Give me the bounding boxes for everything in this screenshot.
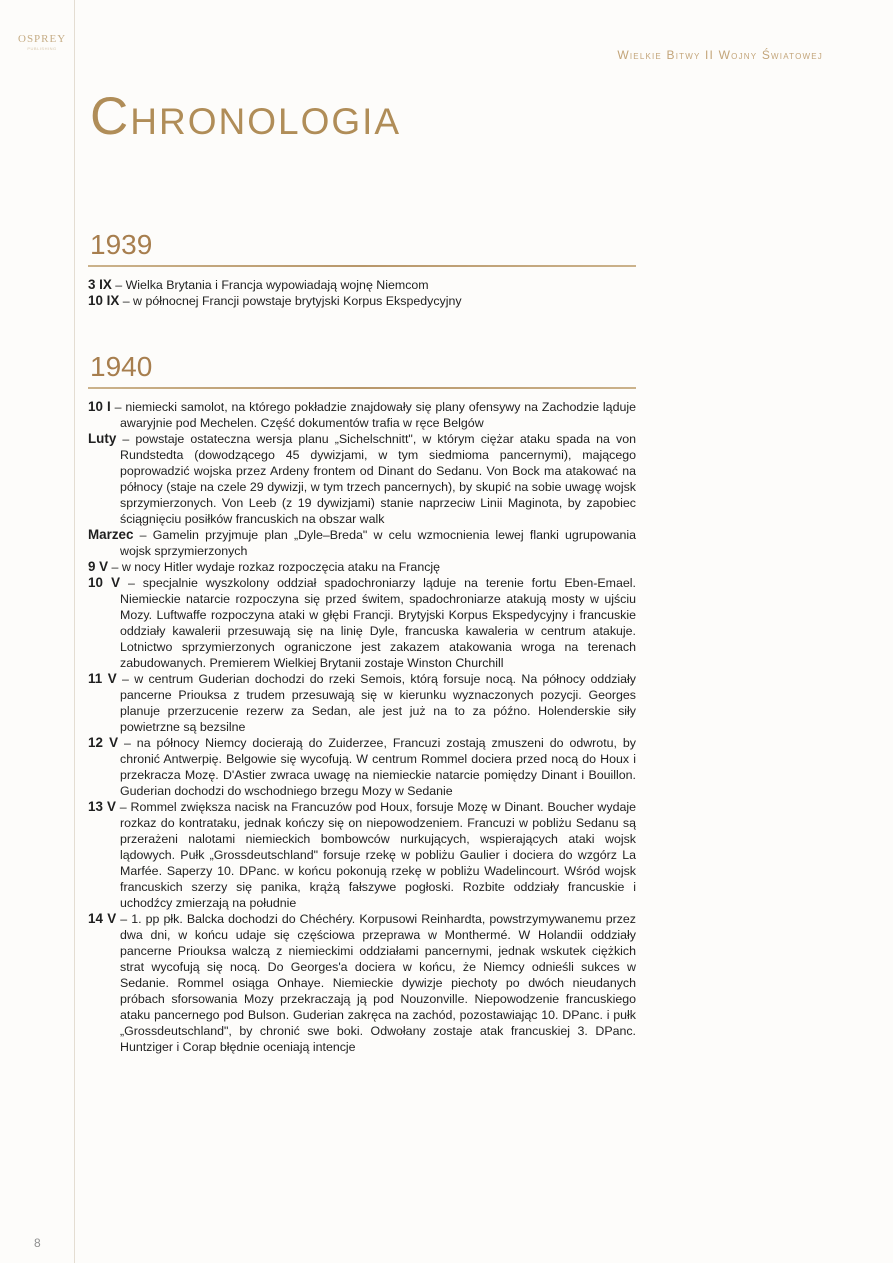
entry-text: – Gamelin przyjmuje plan „Dyle–Breda" w celu wzmocnienia lewej flanki ugrupowania wojsk sprzymierzonych bbox=[120, 527, 636, 558]
chronology-entry bbox=[88, 527, 636, 559]
entry-date: 10 V bbox=[88, 574, 121, 590]
chronology-entry bbox=[88, 911, 636, 1055]
publisher-sub: PUBLISHING bbox=[27, 46, 57, 51]
year-section-1940 bbox=[88, 352, 636, 1055]
entry-list bbox=[88, 277, 636, 309]
entry-text: – na północy Niemcy docierają do Zuiderzee, Francuzi zostają zmuszeni do odwrotu, by chronić Antwerpię. Belgowie się wycofują. W centrum Rommel dociera przed nocą do Houx i przekracza Mozę. D'Astier zwraca uwagę na niemieckie natarcie pomiędzy Dinant i Bouillon. Guderian dochodzi do wschodniego brzegu Mozy w Sedanie bbox=[118, 735, 636, 798]
entry-text: – Wielka Brytania i Francja wypowiadają wojnę Niemcom bbox=[111, 277, 429, 292]
year-heading: 1939 bbox=[90, 229, 153, 260]
page-title: Chronologia bbox=[90, 87, 402, 146]
entry-text: – niemiecki samolot, na którego pokładzie znajdowały się plany ofensywy na Zachodzie ląduje awaryjnie pod Mechelen. Część dokumentów trafia w ręce Belgów bbox=[110, 399, 636, 430]
entry-text: – w nocy Hitler wydaje rozkaz rozpoczęcia ataku na Francję bbox=[108, 559, 441, 574]
entry-date: 12 V bbox=[88, 734, 119, 750]
chronology-entry bbox=[88, 559, 636, 575]
chronology-entry bbox=[88, 575, 636, 671]
chronology-entry bbox=[88, 277, 636, 293]
page-gutter-line bbox=[74, 0, 75, 1263]
chronology-entry bbox=[88, 799, 636, 911]
entry-date: 10 I bbox=[88, 398, 111, 414]
entry-date: 13 V bbox=[88, 798, 116, 814]
entry-text: – Rommel zwiększa nacisk na Francuzów pod Houx, forsuje Mozę w Dinant. Boucher wydaje rozkaz do kontrataku, jednak kończy się on niepowodzeniem. Francuzi w pobliżu Sedanu są przerażeni nalotami niemieckich bombowców nurkujących, wspierających ataki wojsk lądowych. Pułk „Grossdeutschland" forsuje rzekę w pobliżu Gaulier i dociera do wzgórz La Marfée. Saperzy 10. DPanc. w końcu pokonują rzekę w pobliżu Wadelincourt. Wśród wojsk francuskich szerzy się panika, krążą fałszywe pogłoski. Rozbite oddziały francuskie i uchodźcy zmierzają na południe bbox=[115, 799, 637, 910]
year-section-1939 bbox=[88, 230, 636, 309]
chronology-entry bbox=[88, 735, 636, 799]
entry-date: 9 V bbox=[88, 558, 109, 574]
year-heading: 1940 bbox=[90, 351, 153, 382]
chronology-entry bbox=[88, 431, 636, 527]
page-number: 8 bbox=[34, 1236, 41, 1250]
entry-list bbox=[88, 399, 636, 1055]
chronology-entry bbox=[88, 399, 636, 431]
entry-text: – powstaje ostateczna wersja planu „Sichelschnitt", w którym ciężar ataku spada na von Rundstedta (dowodzącego 45 dywizjami, w tym siedmioma pancernymi), mającego poprowadzić wojska przez Ardeny frontem od Dinant do Sedanu. Von Bock ma atakować na północy (staje na czele 29 dywizji, w tym trzech pancernych), by skupić na sobie uwagę wojsk sprzymierzonych. Von Leeb (z 19 dywizjami) stanie naprzeciw Linii Maginota, by zapobiec ściągnięciu posiłków francuskich na obszar walk bbox=[116, 431, 636, 526]
series-title: Wielkie Bitwy II Wojny Światowej bbox=[617, 48, 823, 62]
entry-date: Marzec bbox=[88, 526, 134, 542]
year-divider bbox=[88, 265, 636, 267]
chronology-entry bbox=[88, 671, 636, 735]
entry-text: – w północnej Francji powstaje brytyjski Korpus Ekspedycyjny bbox=[119, 293, 462, 308]
year-divider bbox=[88, 387, 636, 389]
entry-text: – specjalnie wyszkolony oddział spadochroniarzy ląduje na terenie fortu Eben-Emael. Niemieckie natarcie rozpoczyna się przed świtem, spadochroniarze atakują mosty w ujściu Mozy. Luftwaffe rozpoczyna ataki w głębi Francji. Brytyjski Korpus Ekspedycyjny i francuskie oddziały kawalerii przesuwają się na linię Dyle, francuska kawaleria w centrum atakuje. Lotnictwo sprzymierzonych ograniczone jest zakazem atakowania wroga na terenach zabudowanych. Premierem Wielkiej Brytanii zostaje Winston Churchill bbox=[120, 575, 636, 670]
entry-date: 10 IX bbox=[88, 292, 120, 308]
entry-date: 11 V bbox=[88, 670, 117, 686]
entry-text: – w centrum Guderian dochodzi do rzeki Semois, którą forsuje nocą. Na północy oddziały pancerne Priouksa z trudem przesuwają się w kierunku wyznaczonych pozycji. Georges planuje przerzucenie rezerw za Sedan, ale jest już na to za późno. Holenderskie siły powietrzne są bezsilne bbox=[116, 671, 636, 734]
entry-date: 3 IX bbox=[88, 276, 112, 292]
chronology-entry bbox=[88, 293, 636, 309]
publisher-name: OSPREY bbox=[18, 33, 67, 45]
entry-text: – 1. pp płk. Balcka dochodzi do Chéchéry. Korpusowi Reinhardta, powstrzymywanemu przez dwa dni, w końcu udaje się częściowa przeprawa w Monthermé. W Holandii oddziały pancerne Priouksa walczą z niemieckimi oddziałami pancernymi, jednak wskutek ciężkich strat wycofują się nocą. Do Georges'a dociera w końcu, że Niemcy odnieśli sukces w Sedanie. Rommel osiąga Onhaye. Niemieckie dywizje piechoty po dwóch nieudanych próbach sforsowania Mozy przekraczają ją pod Nouzonville. Niepowodzenie francuskiego ataku pancernego pod Bulson. Guderian zakręca na zachód, pozostawiając 10. DPanc. i pułk „Grossdeutschland", by chronić swe boki. Odwołany zostaje atak francuskiej 3. DPanc. Huntziger i Corap błędnie oceniają intencje bbox=[116, 911, 636, 1054]
entry-date: 14 V bbox=[88, 910, 117, 926]
publisher-logo bbox=[18, 33, 66, 51]
entry-date: Luty bbox=[88, 430, 117, 446]
